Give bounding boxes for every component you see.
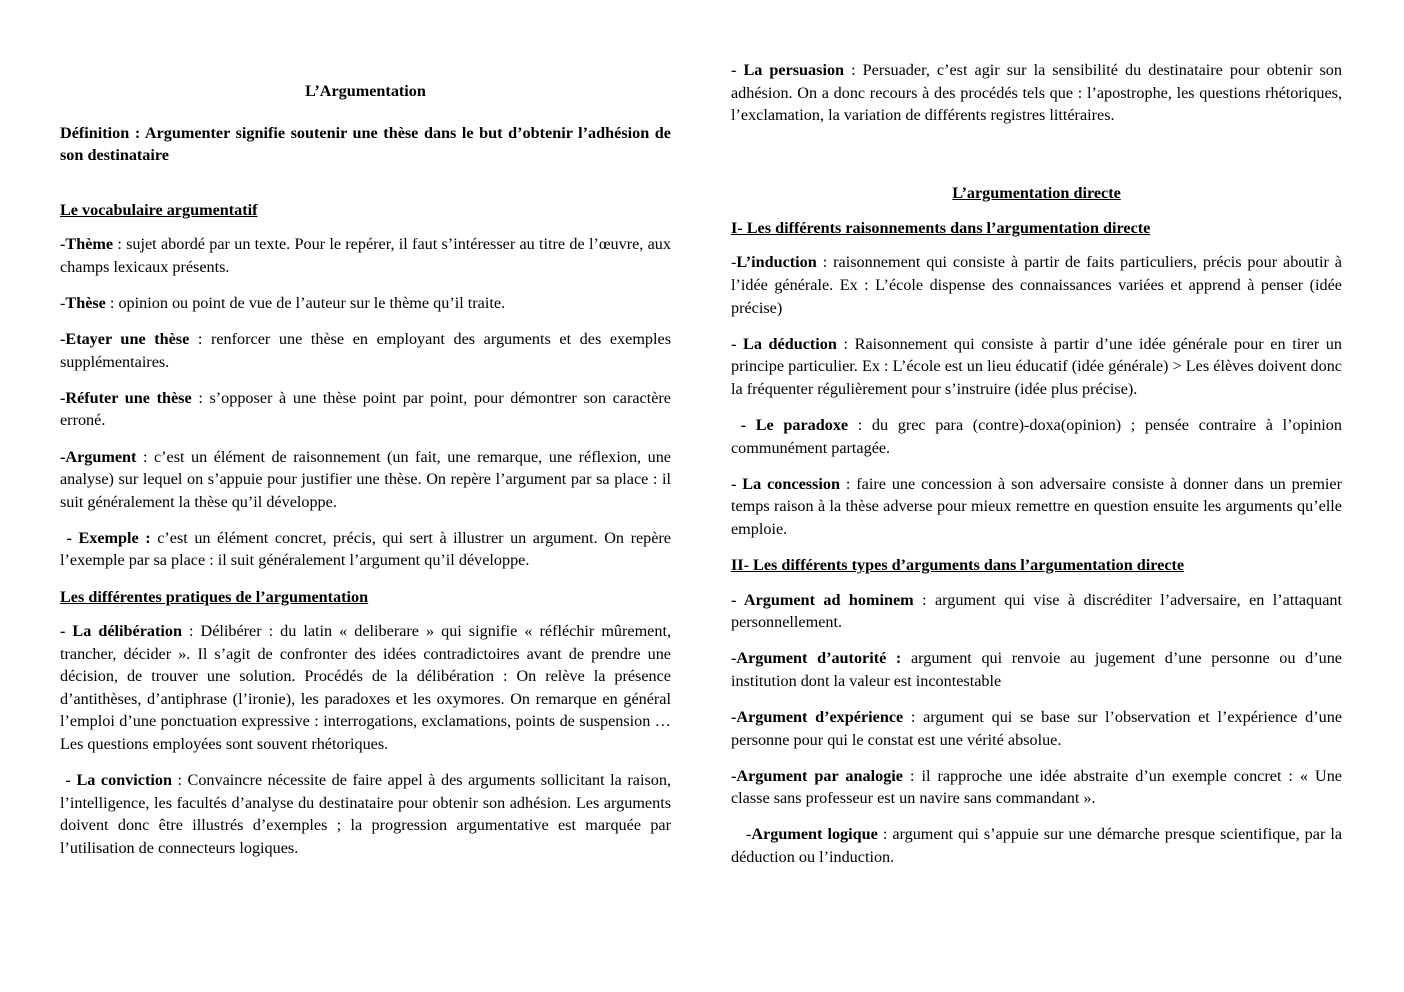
term: - Argument ad hominem xyxy=(731,590,914,609)
pratique-persuasion: - La persuasion : Persuader, c’est agir sur la sensibilité du destinataire pour obtenir son adhésion. On a donc recours à des procédés tels que : l’apostrophe, les questions rhétoriques, l’exclamation, la variation de différents registres littéraires. xyxy=(731,61,1342,125)
term: -Argument xyxy=(60,447,137,466)
vocab-refuter: -Réfuter une thèse : s’opposer à une thèse point par point, pour démontrer son caractère erroné. xyxy=(60,388,671,430)
term: - Le paradoxe xyxy=(740,416,849,435)
left-column xyxy=(60,80,676,873)
term: - La persuasion xyxy=(731,61,845,79)
term: - Exemple : xyxy=(66,528,151,547)
term: -Thème xyxy=(60,235,114,254)
term: - La délibération xyxy=(60,622,182,641)
arguments-heading: II- Les différents types d’arguments dans l’argumentation directe xyxy=(731,556,1185,574)
definition: Définition : Argumenter signifie soutenir une thèse dans le but d’obtenir l’adhésion de son destinataire xyxy=(60,123,671,165)
vocab-theme: -Thème : sujet abordé par un texte. Pour le repérer, il faut s’intéresser au titre de l’œuvre, aux champs lexicaux présents. xyxy=(60,235,671,276)
term: L’induction xyxy=(736,253,817,272)
raisonnement-deduction: - La déduction : Raisonnement qui consiste à partir d’une idée générale pour en tirer un principe particulier. Ex : L’école est un lieu éducatif (idée générale) > Les élèves doivent donc la fréquenter régulièrement pour s’instruire (idée plus précise). xyxy=(731,334,1342,398)
term: - La conviction xyxy=(65,771,172,790)
vocab-etayer: -Etayer une thèse : renforcer une thèse en employant des arguments et des exemples supplémentaires. xyxy=(60,330,671,371)
raisonnement-paradoxe: - Le paradoxe : du grec para (contre)-doxa(opinion) ; pensée contraire à l’opinion communément partagée. xyxy=(731,416,1347,457)
pratique-deliberation: - La délibération : Délibérer : du latin « deliberare » qui signifie « réfléchir mûrement, trancher, décider ». Il s’agit de confronter des idées contradictoires avant de prendre une décision, de trouver une solution. Procédés de la délibération : On relève la présence d’antithèses, d’antiphrase (l’ironie), les paradoxes et les oxymores. On remarque en général l’emploi d’une ponctuation expressive : interrogations, exclamations, points de suspension … Les questions employées sont souvent rhétoriques. xyxy=(60,622,672,754)
term: Thèse xyxy=(65,294,106,313)
page-title: L’Argumentation xyxy=(305,82,426,100)
term: Argument logique xyxy=(751,825,878,844)
argument-analogie: -Argument par analogie : il rapproche une idée abstraite d’un exemple concret : « Une classe sans professeur est un navire sans commandant ». xyxy=(731,766,1342,808)
vocab-argument: -Argument : c’est un élément de raisonnement (un fait, une remarque, une réflexion, une analyse) sur lequel on s’appuie pour justifier une thèse. On repère l’argument par sa place : il suit généralement la thèse qu’il développe. xyxy=(60,447,671,511)
term: -Réfuter une thèse xyxy=(60,388,192,407)
term: -Etayer une thèse xyxy=(60,330,190,349)
raisonnement-concession: - La concession : faire une concession à son adversaire consiste à donner dans un premier temps raison à la thèse adverse pour mieux remettre en question ensuite les arguments qu’elle emploie. xyxy=(731,474,1343,538)
raisonnements-heading: I- Les différents raisonnements dans l’argumentation directe xyxy=(731,218,1151,237)
vocab-heading: Le vocabulaire argumentatif xyxy=(60,200,258,219)
vocab-these: -Thèse : opinion ou point de vue de l’auteur sur le thème qu’il traite. xyxy=(60,294,506,313)
pratiques-heading: Les différentes pratiques de l’argumentation xyxy=(60,587,369,606)
raisonnement-induction: -L’induction : raisonnement qui consiste à partir de faits particuliers, précis pour aboutir à l’idée générale. Ex : L’école dispense des connaissances variées et apprend à penser (idée précise) xyxy=(731,253,1342,317)
right-column xyxy=(731,59,1347,882)
term: -Argument d’expérience xyxy=(731,707,904,726)
term: -Argument d’autorité : xyxy=(731,649,902,668)
argument-autorite: -Argument d’autorité : argument qui renvoie au jugement d’une personne ou d’une institution dont la valeur est incontestable xyxy=(731,649,1342,690)
vocab-exemple: - Exemple : c’est un élément concret, précis, qui sert à illustrer un argument. On repère l’exemple par sa place : il suit généralement l’argument qu’il développe. xyxy=(60,528,676,570)
argument-experience: -Argument d’expérience : argument qui se base sur l’observation et l’expérience d’une personne pour qui le constat est une vérité absolue. xyxy=(731,707,1343,749)
term: - La concession xyxy=(731,474,840,493)
term: -Argument par analogie xyxy=(731,766,903,785)
directe-heading: L’argumentation directe xyxy=(952,184,1121,203)
term: - La déduction xyxy=(731,334,837,353)
pratique-conviction: - La conviction : Convaincre nécessite de faire appel à des arguments sollicitant la raison, l’intelligence, les facultés d’analyse du destinataire pour obtenir son adhésion. Les arguments doivent donc être illustrés d’exemples ; la progression argumentative est marquée par l’utilisation de connecteurs logiques. xyxy=(60,771,676,857)
argument-ad-hominem: - Argument ad hominem : argument qui vise à discréditer l’adversaire, en l’attaquant personnellement. xyxy=(731,590,1342,632)
argument-logique: -Argument logique : argument qui s’appuie sur une démarche presque scientifique, par la déduction ou l’induction. xyxy=(731,825,1347,866)
spacer xyxy=(731,140,1342,182)
